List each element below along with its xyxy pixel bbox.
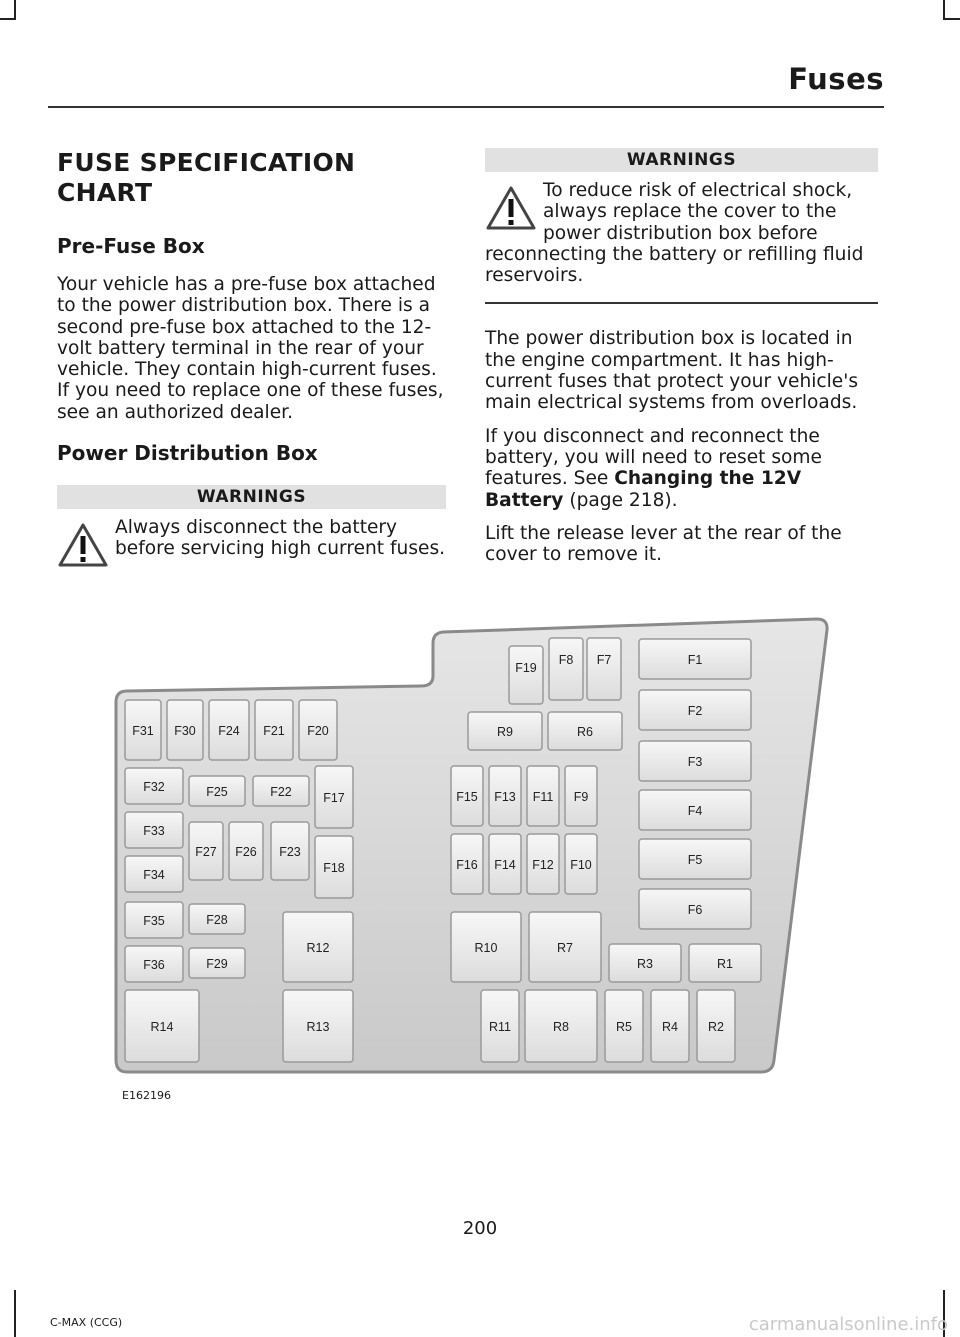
fuse-label-f18: F18	[323, 861, 345, 875]
site-watermark: carmanualsonline.info	[748, 1314, 948, 1335]
pre-fuse-box-paragraph: Your vehicle has a pre-fuse box attached to the power distribution box. There is a second pre-fuse box attached to the 12-volt battery terminal in the rear of your vehicle. They contain high-current fuses. If you need to replace one of these fuses, see an authorized dealer.	[57, 274, 444, 423]
fuse-label-r14: R14	[150, 1020, 174, 1034]
page-number: 200	[462, 1218, 498, 1239]
fuse-label-f24: F24	[218, 724, 240, 738]
model-footer: C-MAX (CCG)	[50, 1316, 123, 1329]
fuse-label-f33: F33	[143, 824, 165, 838]
fuse-label-f20: F20	[307, 724, 329, 738]
crop-mark	[944, 18, 960, 20]
fuse-label-f16: F16	[456, 858, 478, 872]
fuse-label-f11: F11	[532, 790, 554, 804]
fuse-label-f13: F13	[494, 790, 516, 804]
fuse-label-r3: R3	[637, 957, 653, 971]
reset-features-text: If you disconnect and reconnect the battery, you will need to reset some features. See	[485, 425, 822, 490]
fuse-label-f32: F32	[143, 780, 165, 794]
fuse-label-f1: F1	[687, 653, 703, 667]
warning-text: To reduce risk of electrical shock, always replace the cover to the power distribution box before reconnecting the battery or refilling fluid reservoirs.	[485, 180, 864, 287]
fuse-label-f5: F5	[687, 853, 703, 867]
power-distribution-paragraph: The power distribution box is located in the engine compartment. It has high-current fuses that protect your vehicle's main electrical systems from overloads.	[485, 328, 859, 414]
fuse-label-f14: F14	[494, 858, 516, 872]
fuse-label-f21: F21	[263, 724, 285, 738]
release-lever-paragraph: Lift the release lever at the rear of the cover to remove it.	[485, 522, 842, 566]
fuse-label-f6: F6	[687, 903, 703, 917]
fuse-label-f15: F15	[456, 790, 478, 804]
fuse-label-r8: R8	[553, 1020, 569, 1034]
fuse-box-diagram	[113, 616, 831, 1076]
fuse-label-f28: F28	[206, 913, 228, 927]
fuse-label-f29: F29	[206, 957, 228, 971]
figure-id: E162196	[122, 1089, 171, 1102]
warnings-header: WARNINGS	[57, 485, 446, 509]
fuse-label-f31: F31	[132, 724, 154, 738]
fuse-label-f35: F35	[143, 914, 165, 928]
crop-mark	[14, 1290, 16, 1337]
header-divider	[48, 106, 884, 108]
fuse-label-f7: F7	[596, 653, 612, 667]
section-title: FUSE SPECIFICATION CHART	[57, 148, 356, 207]
crop-mark	[0, 18, 16, 20]
subheading-pre-fuse-box: Pre-Fuse Box	[57, 234, 205, 258]
page-header-title: Fuses	[788, 62, 884, 96]
fuse-label-r12: R12	[306, 941, 330, 955]
fuse-label-r13: R13	[306, 1020, 330, 1034]
subheading-power-distribution-box: Power Distribution Box	[57, 441, 318, 466]
fuse-label-f19: F19	[515, 661, 537, 675]
cross-reference-link[interactable]: Changing the 12V Battery	[485, 468, 802, 511]
warning-triangle-icon	[57, 521, 109, 571]
fuse-label-f23: F23	[279, 845, 301, 859]
warnings-header: WARNINGS	[485, 148, 878, 172]
warning-text: Always disconnect the battery before servicing high current fuses.	[115, 517, 446, 560]
fuse-label-f34: F34	[143, 868, 165, 882]
fuse-label-r10: R10	[474, 941, 498, 955]
fuse-label-r4: R4	[662, 1020, 678, 1034]
fuse-label-f3: F3	[687, 755, 703, 769]
fuse-label-f22: F22	[270, 785, 292, 799]
fuse-label-f30: F30	[174, 724, 196, 738]
fuse-slot-f7	[587, 638, 621, 700]
crop-mark	[14, 0, 16, 20]
fuse-label-r2: R2	[708, 1020, 724, 1034]
warning-block	[485, 180, 878, 286]
fuse-label-r11: R11	[488, 1020, 512, 1034]
right-column	[485, 148, 878, 577]
fuse-label-f8: F8	[558, 653, 574, 667]
fuse-label-f9: F9	[573, 790, 589, 804]
warning-block	[57, 517, 446, 577]
fuse-label-r7: R7	[557, 941, 573, 955]
reset-features-paragraph	[485, 426, 878, 511]
left-column	[57, 148, 446, 577]
warning-divider	[485, 302, 878, 304]
crop-mark	[943, 0, 945, 20]
fuse-label-f4: F4	[687, 804, 703, 818]
fuse-slot-f8	[549, 638, 583, 700]
fuse-label-r9: R9	[497, 725, 513, 739]
fuse-label-f26: F26	[235, 845, 257, 859]
fuse-label-r5: R5	[616, 1020, 632, 1034]
fuse-label-f12: F12	[532, 858, 554, 872]
fuse-label-f10: F10	[570, 858, 592, 872]
fuse-label-f17: F17	[323, 791, 345, 805]
fuse-label-r1: R1	[717, 957, 733, 971]
fuse-slot-f19	[509, 646, 543, 704]
fuse-label-r6: R6	[577, 725, 593, 739]
warning-triangle-icon	[485, 184, 537, 234]
fuse-label-f36: F36	[143, 958, 165, 972]
fuse-label-f25: F25	[206, 785, 228, 799]
fuse-label-f2: F2	[687, 704, 703, 718]
fuse-label-f27: F27	[195, 845, 217, 859]
page-reference: (page 218).	[563, 489, 678, 511]
